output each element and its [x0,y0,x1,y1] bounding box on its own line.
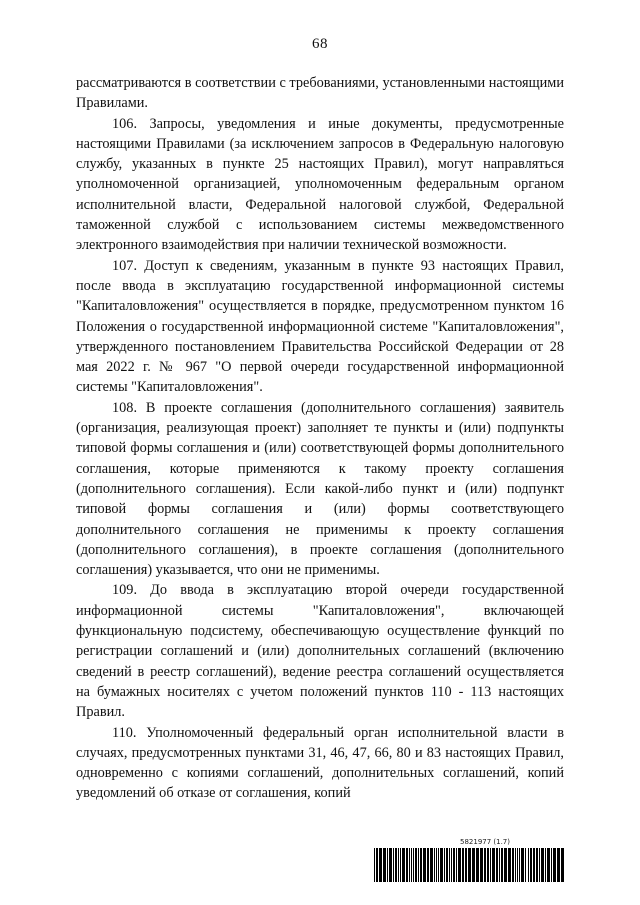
barcode-bar [545,848,546,882]
barcode-icon [374,848,564,882]
barcode-bar [456,848,457,882]
barcode-bar [492,848,495,882]
barcode-bar [519,848,520,882]
barcode-bar [561,848,564,882]
barcode-bar [553,848,556,882]
barcode-bar [480,848,483,882]
barcode-bar [496,848,498,882]
barcode-bar [487,848,489,882]
paragraph-106: 106. Запросы, уведомления и иные документы, предусмотренные настоящими Правилами (за исключением запросов в Федеральную налоговую службу, указанных в пункте 25 настоящих Правил), могут направляться уполномоченной организацией, уполномоченным федеральным органом исполнительной власти, Федеральной налоговой службой, Федеральной таможенной службой с использованием системы межведомственного электронного взаимодействия при наличии технической возможности. [76,115,564,254]
paragraph-continuation: рассматриваются в соответствии с требованиями, установленными настоящими Правилами. [76,75,564,112]
barcode-bar [427,848,429,882]
barcode-bar [451,848,452,882]
barcode-bar [393,848,394,882]
barcode-bar [504,848,507,882]
barcode-bar [501,848,503,882]
barcode-bar [398,848,399,882]
barcode-bar [462,848,464,882]
barcode-bar [541,848,544,882]
barcode-bar [374,848,375,882]
barcode-bar [415,848,417,882]
barcode-bar [446,848,448,882]
barcode-bar [512,848,514,882]
barcode-bar [395,848,397,882]
barcode-bar [406,848,408,882]
page-number: 68 [312,36,328,52]
barcode-bar [533,848,535,882]
barcode-bar [418,848,419,882]
barcode-bar [402,848,405,882]
barcode-bar [557,848,560,882]
barcode-bar [499,848,500,882]
barcode-bar [438,848,439,882]
barcode-bar [379,848,382,882]
barcode-bar [490,848,491,882]
barcode-bar [376,848,378,882]
barcode-bar [539,848,540,882]
barcode-bar [530,848,532,882]
document-body [76,73,564,804]
barcode-bar [465,848,467,882]
barcode-bar [458,848,461,882]
barcode-code: 5821977 (1.7) [460,838,510,846]
barcode-bar [528,848,529,882]
barcode-bar [400,848,401,882]
barcode-bar [409,848,410,882]
barcode-bar [521,848,524,882]
barcode-bar [468,848,471,882]
paragraph-110: 110. Уполномоченный федеральный орган исполнительной власти в случаях, предусмотренных пунктами 31, 46, 47, 66, 80 и 83 настоящих Правил, одновременно с копиями соглашений, дополнительных соглашений, копий уведомлений об отказе от соглашения, копий [76,724,564,802]
barcode-bar [508,848,511,882]
barcode-bar [525,848,526,882]
barcode-bar [453,848,455,882]
barcode-bar [420,848,422,882]
barcode-bar [423,848,426,882]
barcode-bar [551,848,552,882]
barcode-bar [440,848,443,882]
barcode-bar [484,848,486,882]
paragraph-108: 108. В проекте соглашения (дополнительного соглашения) заявитель (организация, реализующая проект) заполняет те пункты и (или) подпункты типовой формы соглашения и (или) соответствующей формы дополнительного соглашения, которые применяются к такому проекту соглашения (дополнительного соглашения). Если какой-либо пункт и (или) подпункт типовой формы соглашения и (или) формы соответствующего дополнительного соглашения не применимы к проекту соглашения (дополнительного соглашения), в проекте соглашения (дополнительного соглашения) указывается, что они не применимы. [76,399,564,579]
barcode-bar [387,848,388,882]
document-barcode-block [374,838,564,882]
barcode-bar [411,848,412,882]
barcode-bar [476,848,479,882]
barcode-bar [547,848,550,882]
barcode-bar [383,848,386,882]
barcode-bar [413,848,414,882]
barcode-bar [515,848,516,882]
barcode-bar [436,848,437,882]
barcode-bar [517,848,518,882]
barcode-bar [449,848,450,882]
barcode-bar [389,848,392,882]
paragraph-109: 109. До ввода в эксплуатацию второй очереди государственной информационной системы "Капиталовложения", включающей функциональную подсистему, обеспечивающую осуществление функций по регистрации соглашений и (или) дополнительных соглашений (включению сведений в реестр соглашений), ведение реестра соглашений осуществляется на бумажных носителях с учетом положений пунктов 110 - 113 настоящих Правил. [76,582,564,721]
barcode-bar [472,848,475,882]
barcode-bar [536,848,538,882]
barcode-bar [444,848,445,882]
paragraph-107: 107. Доступ к сведениям, указанным в пункте 93 настоящих Правил, после ввода в эксплуатацию государственной информационной системы "Капиталовложения" осуществляется в порядке, предусмотренном пунктом 16 Положения о государственной информационной системе "Капиталовложения", утвержденного постановлением Правительства Российской Федерации от 28 мая 2022 г. № 967 "О первой очереди государственной информационной системы "Капиталовложения". [76,257,564,396]
barcode-bar [430,848,433,882]
barcode-bar [434,848,435,882]
